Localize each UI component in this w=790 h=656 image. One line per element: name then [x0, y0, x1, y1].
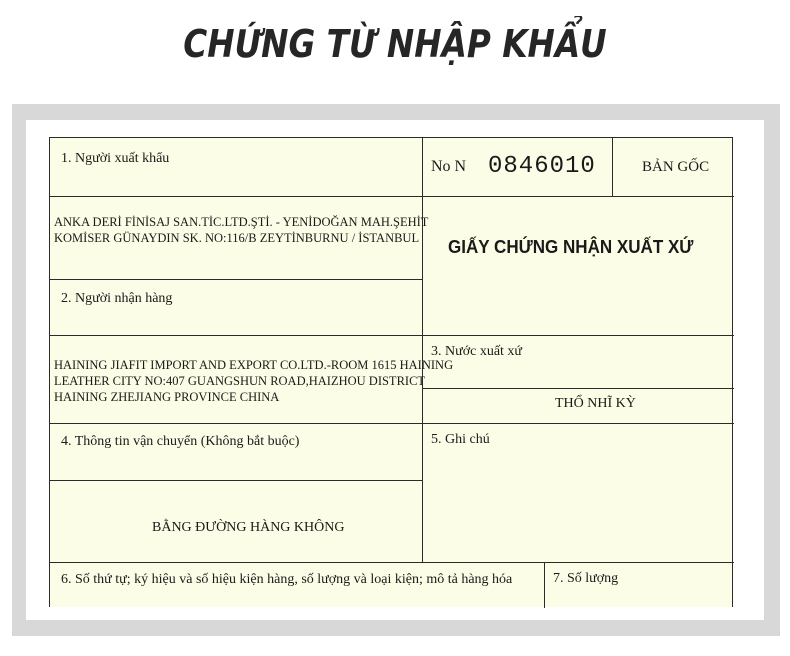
divider-title-bottom: [422, 335, 734, 336]
exporter-label: 1. Người xuất khẩu: [61, 151, 170, 166]
goods-description-label: 6. Số thứ tự; ký hiệu và số hiệu kiện hàng, số lượng và loại kiện; mô tả hàng hóa: [61, 572, 513, 587]
transport-label: 4. Thông tin vận chuyển (Không bắt buộc): [61, 434, 300, 449]
consignee-address-line-1: HAINING JIAFIT IMPORT AND EXPORT CO.LTD.-ROOM 1615 HAINING: [54, 358, 454, 372]
remarks-label: 5. Ghi chú: [431, 432, 490, 447]
country-of-origin-value: THỔ NHĨ KỲ: [555, 396, 636, 411]
consignee-address-line-3: HAINING ZHEJIANG PROVINCE CHINA: [54, 390, 280, 404]
divider-number-row: [422, 196, 734, 197]
country-of-origin-label: 3. Nước xuất xứ: [431, 344, 523, 359]
divider-exporter-label: [50, 196, 422, 197]
certificate-form: [49, 137, 733, 607]
certificate-title: GIẤY CHỨNG NHẬN XUẤT XỨ: [448, 236, 694, 257]
quantity-label: 7. Số lượng: [553, 571, 619, 586]
exporter-address-line-2: KOMİSER GÜNAYDIN SK. NO:116/B ZEYTİNBURNU / İSTANBUL: [54, 231, 420, 245]
divider-original-box: [612, 138, 613, 197]
consignee-label: 2. Người nhận hàng: [61, 291, 173, 306]
exporter-address-line-1: ANKA DERİ FİNİSAJ SAN.TİC.LTD.ŞTİ. - YENİDOĞAN MAH.ŞEHİT: [54, 215, 429, 229]
divider-origin-mid: [422, 388, 734, 389]
divider-section-6: [50, 562, 734, 563]
number-label: No N: [431, 158, 467, 175]
divider-exporter-bottom: [50, 279, 422, 280]
divider-quantity: [544, 562, 545, 608]
transport-value: BẰNG ĐƯỜNG HÀNG KHÔNG: [152, 520, 345, 535]
consignee-address-line-2: LEATHER CITY NO:407 GUANGSHUN ROAD,HAIZHOU DISTRICT: [54, 374, 426, 388]
original-copy-label: BẢN GỐC: [642, 159, 710, 175]
divider-section-4: [50, 423, 734, 424]
divider-consignee-label: [50, 335, 422, 336]
divider-remarks: [422, 423, 423, 563]
page-heading: CHỨNG TỪ NHẬP KHẨU: [183, 22, 607, 66]
divider-transport-label: [50, 480, 422, 481]
certificate-number: 0846010: [488, 153, 596, 180]
